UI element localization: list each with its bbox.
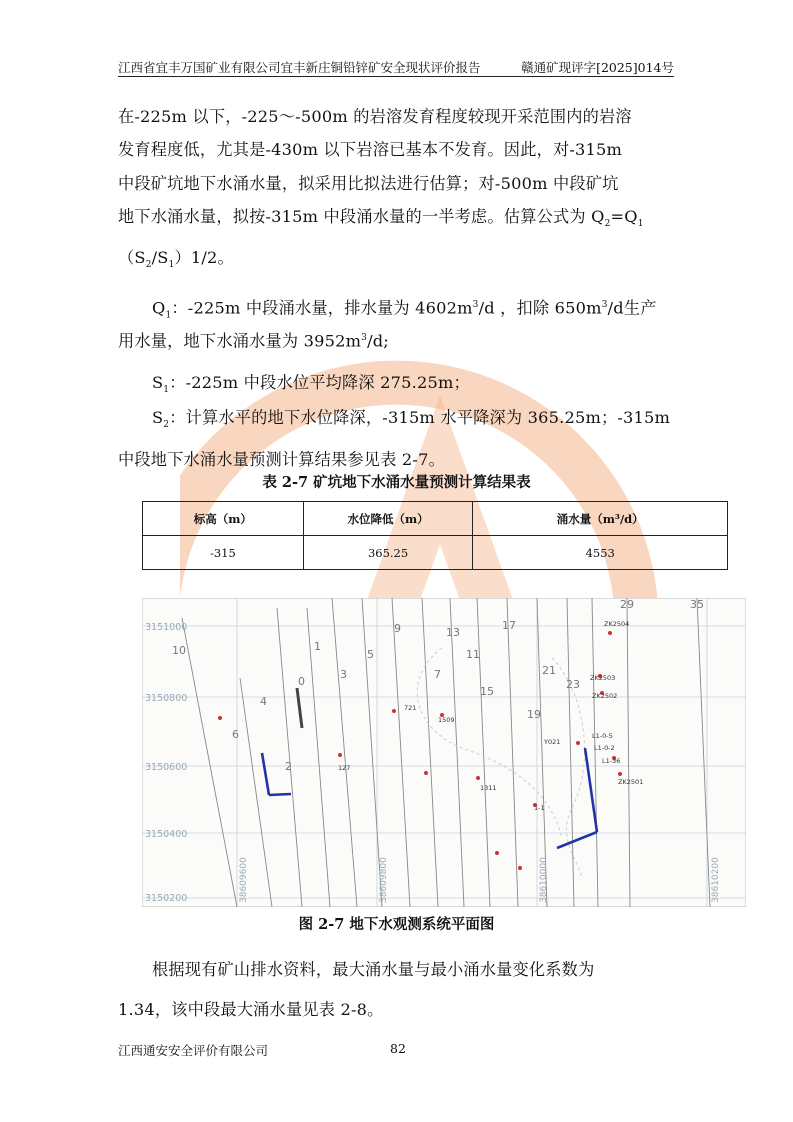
borehole-label: L1-0-5 <box>592 732 613 740</box>
map-y-label: 3150400 <box>145 829 188 840</box>
text-line: 发育程度低，尤其是-430m 以下岩溶已基本不发育。因此，对-315m <box>118 140 623 160</box>
header-divider <box>118 76 674 77</box>
exploration-line-label: 19 <box>527 708 541 721</box>
page-footer <box>118 1041 674 1059</box>
column-header-drawdown: 水位降低（m） <box>303 502 473 536</box>
footer-company: 江西通安安全评价有限公司 <box>118 1043 269 1058</box>
exploration-line-label: 10 <box>172 644 186 657</box>
text-line: 根据现有矿山排水资料，最大涌水量与最小涌水量变化系数为 <box>152 960 595 979</box>
text-line: $Q_1$：-225m 中段涌水量，排水量为 $4602m^3/d$ ，扣除 $650m^3/d$生产 <box>152 298 657 321</box>
borehole-label: ZK2501 <box>618 778 644 786</box>
exploration-line-label: 21 <box>542 664 556 677</box>
borehole-label: 127 <box>338 764 351 772</box>
exploration-line-label: 29 <box>620 598 634 611</box>
exploration-line-label: 9 <box>394 622 401 635</box>
text-line: 中段地下水涌水量预测计算结果参见表 2-7。 <box>118 449 445 469</box>
inflow-prediction-table <box>142 501 728 570</box>
formula-line: $(S_2/S_1)1/2$。 <box>118 248 234 271</box>
borehole-label: L1-36 <box>602 757 621 765</box>
borehole-label: 1509 <box>438 716 455 724</box>
map-x-label: 38609800 <box>379 857 389 903</box>
exploration-line-label: 13 <box>446 626 460 639</box>
exploration-line-label: 11 <box>466 648 480 661</box>
exploration-line-label: 0 <box>298 675 305 688</box>
map-x-label: 38609600 <box>239 857 249 903</box>
exploration-line-label: 1 <box>314 640 321 653</box>
column-header-elevation: 标高（m） <box>143 502 304 536</box>
paragraph-karst <box>118 100 678 283</box>
exploration-line-label: 4 <box>260 695 267 708</box>
borehole-label: Y021 <box>544 738 561 746</box>
text-line: $S_1$：-225m 中段水位平均降深 275.25m； <box>152 373 470 396</box>
map-y-label: 3150600 <box>145 762 188 773</box>
text-line: $S_2$：计算水平的地下水位降深，-315m 水平降深为 365.25m；-315m <box>152 408 671 431</box>
borehole-label: 721 <box>404 704 417 712</box>
exploration-line-label: 35 <box>690 598 704 611</box>
borehole-label: L1-0-2 <box>594 744 615 752</box>
map-x-label: 38610200 <box>711 857 721 903</box>
borehole-label: ZK2502 <box>592 692 618 700</box>
figure-caption: 图 2-7 地下水观测系统平面图 <box>298 916 495 933</box>
table-cell: 4553 <box>473 536 728 570</box>
exploration-line-label: 23 <box>566 678 580 691</box>
exploration-line-label: 3 <box>340 668 347 681</box>
page-number: 82 <box>390 1041 406 1056</box>
header-report-title: 江西省宜丰万国矿业有限公司宜丰新庄铜铅锌矿安全现状评价报告 <box>118 60 481 75</box>
table-row <box>143 536 728 570</box>
exploration-line-label: 7 <box>434 668 441 681</box>
text-line: 在-225m 以下，-225～-500m 的岩溶发育程度较现开采范围内的岩溶 <box>118 107 632 126</box>
table-cell: 365.25 <box>303 536 473 570</box>
text-line: 用水量，地下水涌水量为 $3952m^3/d$; <box>118 331 389 351</box>
text-line: 中段矿坑地下水涌水量，拟采用比拟法进行估算；对-500m 中段矿坑 <box>118 173 619 193</box>
paragraph-variation-coefficient <box>118 950 678 1030</box>
map-x-label: 38610000 <box>539 857 549 903</box>
paragraph-s2 <box>118 401 678 476</box>
map-y-label: 3150200 <box>145 893 188 904</box>
borehole-label: 1-1 <box>534 804 545 812</box>
map-y-label: 3150800 <box>145 693 188 704</box>
exploration-line-label: 5 <box>367 648 374 661</box>
exploration-line-label: 15 <box>480 685 494 698</box>
exploration-line-label: 6 <box>232 728 239 741</box>
map-y-label: 3151000 <box>145 622 188 633</box>
table-header-row <box>143 502 728 536</box>
exploration-line-label: 17 <box>502 619 516 632</box>
header-report-number: 赣通矿现评字[2025]014号 <box>521 60 674 75</box>
paragraph-q1-cont <box>118 322 678 358</box>
groundwater-monitoring-map <box>142 598 746 907</box>
exploration-line-label: 2 <box>285 760 292 773</box>
borehole-label: ZK2503 <box>590 674 616 682</box>
borehole-label: 1311 <box>480 784 497 792</box>
table-cell: -315 <box>143 536 304 570</box>
column-header-inflow: 涌水量（m³/d） <box>473 502 728 536</box>
text-line: 1.34，该中段最大涌水量见表 2-8。 <box>118 1000 384 1019</box>
table-caption: 表 2-7 矿坑地下水涌水量预测计算结果表 <box>262 474 531 491</box>
text-line: 地下水涌水量，拟按-315m 中段涌水量的一半考虑。估算公式为 $Q_2=Q_1$ <box>118 206 644 230</box>
page-header <box>118 56 674 76</box>
borehole-label: ZK2504 <box>604 620 630 628</box>
